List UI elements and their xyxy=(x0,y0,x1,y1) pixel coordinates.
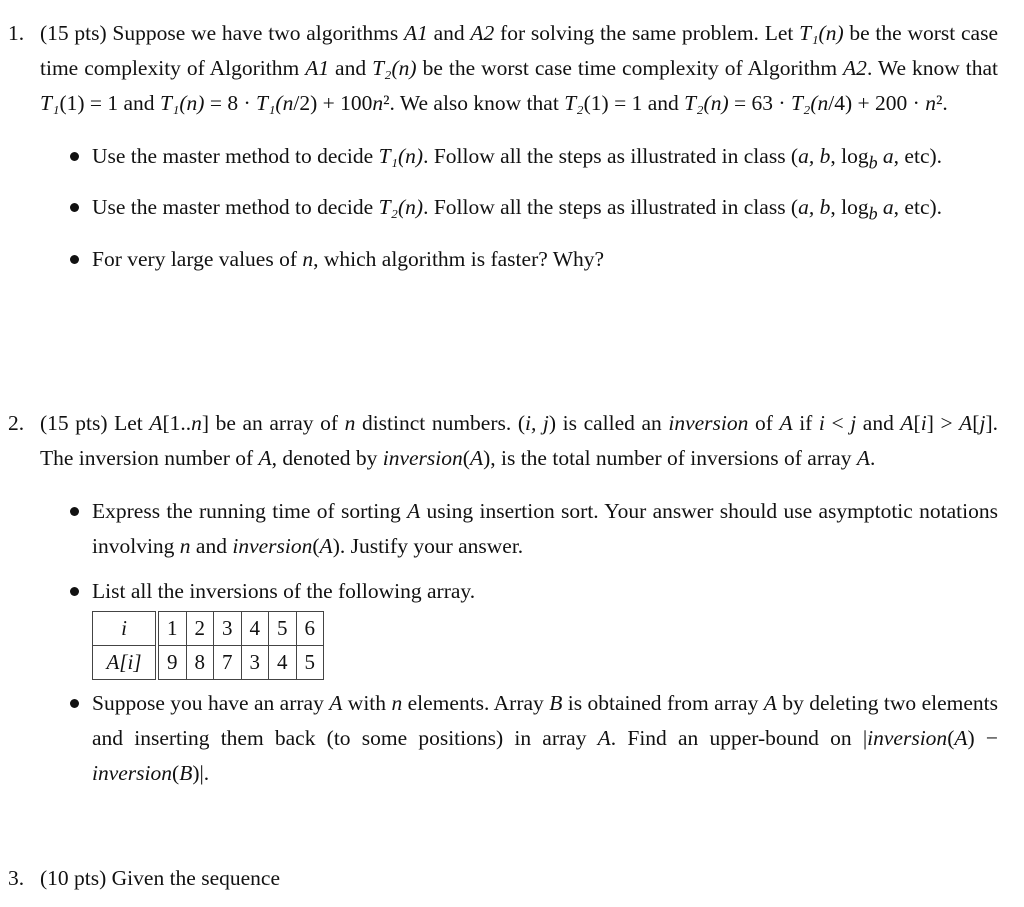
math-expression: T₁(n) xyxy=(159,91,205,115)
text-segment: (1) = 1 and xyxy=(583,91,685,115)
bullet-item xyxy=(60,574,998,680)
text-segment: , denoted by xyxy=(271,446,383,470)
text-segment: and xyxy=(856,411,901,435)
math-expression: inversion xyxy=(92,761,173,785)
math-expression: A1 xyxy=(403,21,428,45)
problem-statement xyxy=(40,406,998,476)
math-expression: A xyxy=(954,726,968,750)
math-expression: inversion xyxy=(382,446,463,470)
text-segment: ². xyxy=(935,91,948,115)
text-segment: Express the running time of sorting xyxy=(92,499,408,523)
math-expression: B xyxy=(549,691,563,715)
text-segment: ). Justify your answer. xyxy=(332,534,524,558)
inversion-table xyxy=(92,611,324,680)
text-segment: , log xyxy=(830,144,869,168)
table-cell: 3 xyxy=(214,612,242,646)
text-segment: /2) + 100 xyxy=(293,91,373,115)
text-segment: (15 pts) Suppose we have two algorithms xyxy=(40,21,404,45)
bullet-text xyxy=(92,574,998,609)
math-expression: A xyxy=(959,411,973,435)
text-segment: [ xyxy=(972,411,980,435)
math-expression: A xyxy=(258,446,272,470)
math-expression: A xyxy=(779,411,793,435)
text-segment: be the worst case time complexity of Algorithm xyxy=(40,21,998,80)
math-expression: T₂(n) xyxy=(372,56,417,80)
text-segment: . Follow all the steps as illustrated in class ( xyxy=(423,144,799,168)
table-cell: 2 xyxy=(186,612,214,646)
text-segment: List all the inversions of the following array. xyxy=(92,579,476,603)
math-expression: A xyxy=(469,446,484,470)
math-expression: A xyxy=(319,534,333,558)
text-segment: Use the master method to decide xyxy=(92,195,379,220)
text-segment: , which algorithm is faster? Why? xyxy=(313,246,605,271)
table-cell: 9 xyxy=(157,646,186,680)
math-expression: n xyxy=(925,91,936,115)
text-segment: ]. The inversion number of xyxy=(40,411,998,470)
text-segment: ), is the total number of inversions of array xyxy=(483,446,857,470)
text-segment: ². We also know that xyxy=(383,91,565,115)
text-segment: Use the master method to decide xyxy=(92,144,379,168)
text-segment: if xyxy=(792,411,819,435)
text-segment: ) is called an xyxy=(548,411,669,435)
text-segment: , log xyxy=(830,195,869,220)
text-segment: . Find an upper-bound on | xyxy=(610,726,868,750)
bullet-item xyxy=(60,686,998,791)
text-segment: )|. xyxy=(192,761,210,785)
text-segment: . We know that xyxy=(866,56,999,80)
problem-3 xyxy=(8,861,998,896)
math-expression: T₁(n) xyxy=(378,144,424,168)
math-expression: A xyxy=(407,499,421,523)
math-expression: A1 xyxy=(305,56,330,80)
bullet-item xyxy=(60,242,998,277)
table-cell: 3 xyxy=(241,646,269,680)
text-segment: . xyxy=(869,446,876,470)
text-segment: /4) + 200 · xyxy=(828,91,926,115)
math-expression: a, b xyxy=(798,195,831,220)
text-segment: for solving the same problem. Let xyxy=(494,21,800,45)
math-expression: A xyxy=(856,446,870,470)
problem-statement xyxy=(40,16,998,121)
math-expression: T₁ xyxy=(40,91,60,115)
math-expression: A xyxy=(149,411,163,435)
table-cell: 7 xyxy=(214,646,242,680)
text-segment: Suppose you have an array xyxy=(92,691,330,715)
text-segment: ] be an array of xyxy=(201,411,345,435)
text-segment: [1.. xyxy=(162,411,192,435)
bullet-list xyxy=(60,494,998,791)
problem-2 xyxy=(8,406,998,801)
text-segment: and xyxy=(190,534,233,558)
math-expression: n xyxy=(391,691,403,715)
math-expression: i, j xyxy=(525,411,549,435)
bullet-list xyxy=(60,139,998,277)
math-expression: n xyxy=(344,411,356,435)
math-expression: A2 xyxy=(470,21,495,45)
table-row xyxy=(93,612,324,646)
math-expression: B xyxy=(179,761,193,785)
text-segment: For very large values of xyxy=(92,246,303,271)
problem-1 xyxy=(8,16,998,287)
text-segment: is obtained from array xyxy=(562,691,764,715)
math-expression: T₂(n) xyxy=(378,195,424,220)
table-cell: 4 xyxy=(269,646,297,680)
math-expression: n xyxy=(179,534,191,558)
math-expression: n xyxy=(302,246,314,271)
text-segment: < xyxy=(824,411,851,435)
table-row xyxy=(93,646,324,680)
table-cell: 5 xyxy=(296,646,324,680)
text-segment: by deleting two elements and inserting them back (to some positions) in array xyxy=(92,691,998,750)
math-expression: i xyxy=(920,411,927,435)
text-segment: ( xyxy=(312,534,320,558)
problem-number: 1. xyxy=(8,21,25,45)
math-expression: A xyxy=(329,691,343,715)
text-segment: , etc). xyxy=(893,195,943,220)
math-expression: i xyxy=(818,411,825,435)
math-expression: inversion xyxy=(867,726,948,750)
text-segment: elements. Array xyxy=(402,691,550,715)
math-expression: n xyxy=(191,411,202,435)
math-expression: a xyxy=(882,195,894,220)
text-segment: ) − xyxy=(967,726,998,750)
math-expression: inversion xyxy=(668,411,749,435)
text-segment: and xyxy=(329,56,373,80)
table-cell: 8 xyxy=(186,646,214,680)
math-expression: A xyxy=(597,726,611,750)
table-cell: 5 xyxy=(269,612,297,646)
text-segment: (15 pts) Let xyxy=(40,411,150,435)
math-expression: A xyxy=(763,691,777,715)
math-expression: T₂ xyxy=(564,91,584,115)
text-segment: (10 pts) Given the sequence xyxy=(40,866,281,890)
text-segment: ] > xyxy=(926,411,960,435)
math-expression: T₂(n xyxy=(790,91,829,115)
table-cell: 1 xyxy=(157,612,186,646)
math-expression: j xyxy=(979,411,986,435)
math-expression: A2 xyxy=(843,56,867,80)
math-expression: n xyxy=(372,91,384,115)
text-segment: of xyxy=(748,411,780,435)
text-segment: (1) = 1 and xyxy=(59,91,160,115)
math-expression: j xyxy=(850,411,857,435)
math-expression: a xyxy=(882,144,894,168)
text-segment: be the worst case time complexity of Algorithm xyxy=(416,56,844,80)
math-expression: T₁(n xyxy=(256,91,294,115)
bullet-item xyxy=(60,494,998,564)
table-header-cell: A[i] xyxy=(93,646,158,680)
text-segment: . Follow all the steps as illustrated in class ( xyxy=(423,195,799,220)
math-expression: T₁(n) xyxy=(799,21,844,45)
text-segment: and xyxy=(427,21,471,45)
text-segment: using insertion sort. Your answer should use asymptotic notations involving xyxy=(92,499,998,558)
math-expression: b xyxy=(868,203,878,224)
text-segment: , etc). xyxy=(893,144,943,168)
text-segment: ( xyxy=(462,446,470,470)
text-segment: distinct numbers. ( xyxy=(355,411,525,435)
bullet-item xyxy=(60,190,998,231)
math-expression: T₂(n) xyxy=(684,91,729,115)
text-segment: ( xyxy=(947,726,955,750)
problem-statement xyxy=(40,861,998,896)
math-expression: inversion xyxy=(232,534,313,558)
math-expression: A xyxy=(900,411,914,435)
text-segment: ( xyxy=(172,761,180,785)
text-segment: with xyxy=(342,691,392,715)
text-segment: = 8 · xyxy=(204,91,256,115)
bullet-item xyxy=(60,139,998,180)
problem-number: 2. xyxy=(8,411,25,435)
text-segment: = 63 · xyxy=(728,91,791,115)
problem-number: 3. xyxy=(8,866,25,890)
table-cell: 4 xyxy=(241,612,269,646)
math-expression: b xyxy=(868,152,878,173)
table-header-cell: i xyxy=(93,612,158,646)
math-expression: a, b xyxy=(798,144,831,168)
text-segment: [ xyxy=(913,411,921,435)
table-cell: 6 xyxy=(296,612,324,646)
